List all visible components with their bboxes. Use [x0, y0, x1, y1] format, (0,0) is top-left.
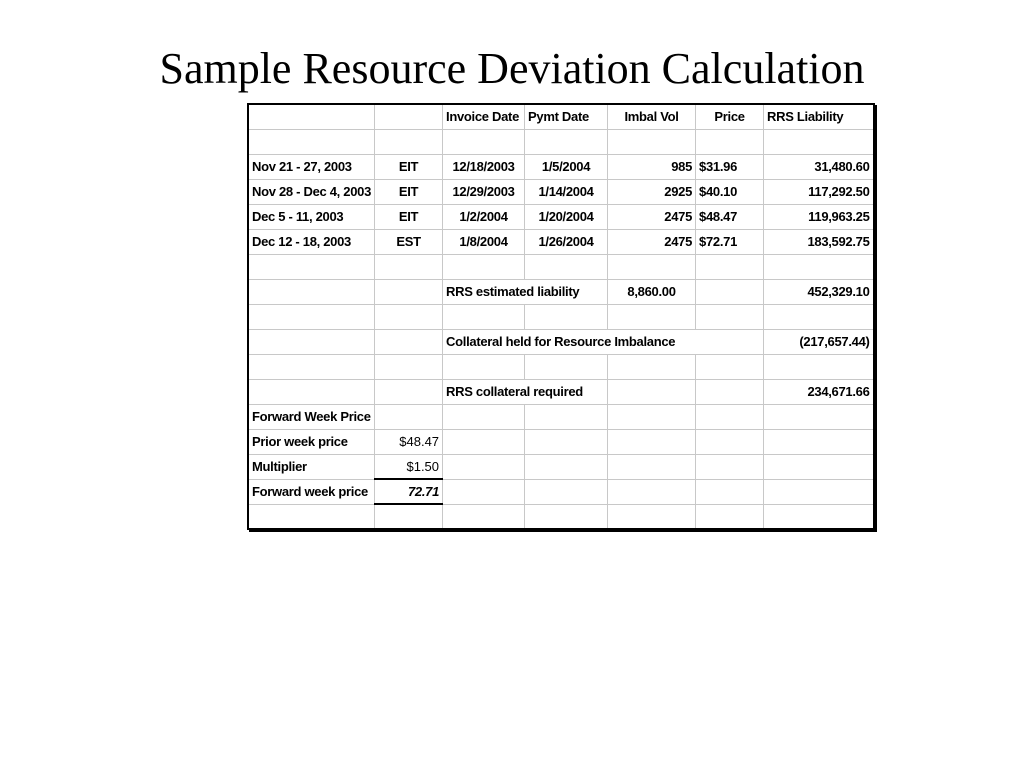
forward-week-row	[248, 479, 874, 504]
table-row	[248, 179, 874, 204]
forward-week-heading: Forward Week Price	[248, 404, 375, 429]
prior-week-value: $48.47	[375, 429, 443, 454]
empty-row	[248, 504, 874, 529]
prior-week-label: Prior week price	[248, 429, 375, 454]
header-pymt-date: Pymt Date	[525, 104, 608, 129]
pymt-date-cell: 1/14/2004	[525, 179, 608, 204]
collateral-held-value: (217,657.44)	[764, 329, 874, 354]
multiplier-value: $1.50	[375, 454, 443, 479]
header-cell	[248, 104, 375, 129]
table-row	[248, 229, 874, 254]
estimated-liability-label: RRS estimated liability	[443, 279, 608, 304]
invoice-date-cell: 1/8/2004	[443, 229, 525, 254]
collateral-held-row	[248, 329, 874, 354]
estimated-liability-value: 452,329.10	[764, 279, 874, 304]
table-row	[248, 154, 874, 179]
empty-row	[248, 129, 874, 154]
forward-week-value: 72.71	[375, 479, 443, 504]
price-cell: $40.10	[696, 179, 764, 204]
imbal-vol-cell: 2475	[608, 229, 696, 254]
empty-row	[248, 304, 874, 329]
liability-cell: 31,480.60	[764, 154, 874, 179]
estimated-liability-vol: 8,860.00	[608, 279, 696, 304]
type-cell: EIT	[375, 204, 443, 229]
pymt-date-cell: 1/26/2004	[525, 229, 608, 254]
header-price: Price	[696, 104, 764, 129]
invoice-date-cell: 1/2/2004	[443, 204, 525, 229]
prior-week-row	[248, 429, 874, 454]
multiplier-label: Multiplier	[248, 454, 375, 479]
price-cell: $48.47	[696, 204, 764, 229]
price-cell: $31.96	[696, 154, 764, 179]
imbal-vol-cell: 985	[608, 154, 696, 179]
empty-row	[248, 254, 874, 279]
period-cell: Dec 12 - 18, 2003	[248, 229, 375, 254]
collateral-required-value: 234,671.66	[764, 379, 874, 404]
period-cell: Dec 5 - 11, 2003	[248, 204, 375, 229]
header-cell	[375, 104, 443, 129]
liability-cell: 183,592.75	[764, 229, 874, 254]
collateral-required-label: RRS collateral required	[443, 379, 608, 404]
slide-title: Sample Resource Deviation Calculation	[159, 44, 865, 93]
header-invoice-date: Invoice Date	[443, 104, 525, 129]
invoice-date-cell: 12/18/2003	[443, 154, 525, 179]
header-rrs-liability: RRS Liability	[764, 104, 874, 129]
period-cell: Nov 21 - 27, 2003	[248, 154, 375, 179]
price-cell: $72.71	[696, 229, 764, 254]
empty-row	[248, 354, 874, 379]
table-row	[248, 204, 874, 229]
period-cell: Nov 28 - Dec 4, 2003	[248, 179, 375, 204]
type-cell: EIT	[375, 154, 443, 179]
forward-week-heading-row	[248, 404, 874, 429]
multiplier-row	[248, 454, 874, 479]
pymt-date-cell: 1/20/2004	[525, 204, 608, 229]
type-cell: EIT	[375, 179, 443, 204]
calculation-table	[247, 103, 875, 530]
invoice-date-cell: 12/29/2003	[443, 179, 525, 204]
pymt-date-cell: 1/5/2004	[525, 154, 608, 179]
imbal-vol-cell: 2475	[608, 204, 696, 229]
header-imbal-vol: Imbal Vol	[608, 104, 696, 129]
forward-week-label: Forward week price	[248, 479, 375, 504]
liability-cell: 117,292.50	[764, 179, 874, 204]
liability-cell: 119,963.25	[764, 204, 874, 229]
type-cell: EST	[375, 229, 443, 254]
collateral-held-label: Collateral held for Resource Imbalance	[443, 329, 764, 354]
imbal-vol-cell: 2925	[608, 179, 696, 204]
collateral-required-row	[248, 379, 874, 404]
header-row	[248, 104, 874, 129]
estimated-liability-row	[248, 279, 874, 304]
